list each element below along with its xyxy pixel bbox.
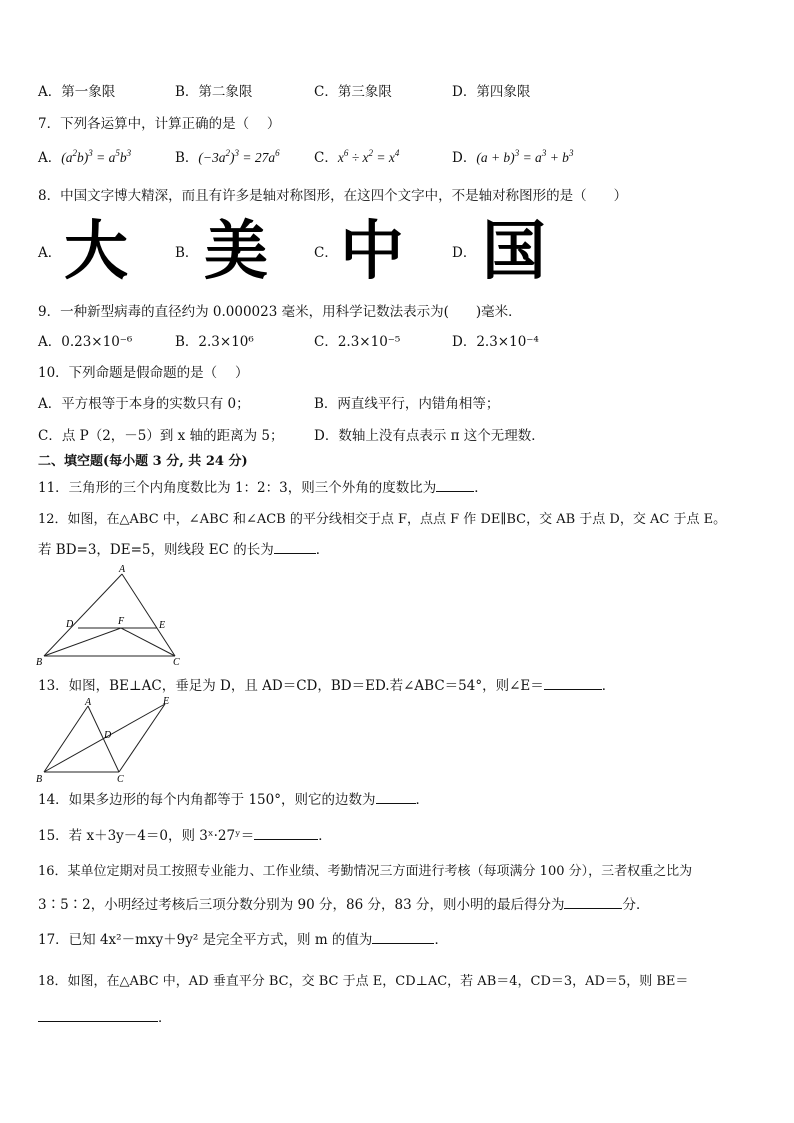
- q12-answer-blank: [274, 553, 316, 554]
- q11-answer-blank: [436, 491, 474, 492]
- fig13-label-a: A: [85, 697, 92, 708]
- fig13-label-c: C: [117, 774, 124, 785]
- fig12-label-a: A: [119, 564, 126, 575]
- q9-option-b: B．2.3×10⁶: [175, 334, 254, 350]
- q6-option-c: C．第三象限: [314, 84, 392, 100]
- fig13-label-e: E: [163, 696, 170, 707]
- q13-period: ．: [601, 678, 616, 694]
- fig12-bisector-bf: [44, 628, 121, 656]
- fig13-segment-ab: [44, 706, 88, 772]
- q11-text: 11．三角形的三个内角度数比为 1：2：3，则三个外角的度数比为: [38, 480, 437, 496]
- q8-option-c-label: C．: [314, 245, 338, 261]
- figure-q13-diagram: [30, 696, 180, 788]
- section-heading: 二、填空题(每小题 3 分, 共 24 分): [38, 454, 248, 469]
- fig12-side-ac: [122, 574, 175, 656]
- q8-stem: 8．中国文字博大精深，而且有许多是轴对称图形，在这四个文字中，不是轴对称图形的是（ ）: [38, 188, 628, 204]
- q9-option-a: A．0.23×10⁻⁶: [38, 334, 133, 350]
- q9-option-d: D．2.3×10⁻⁴: [452, 334, 539, 350]
- figure-q12-triangle: [30, 562, 190, 672]
- q7-option-b-formula: $(-3a^2)^3 = 27a^6$: [198, 148, 280, 165]
- q18-line2: [38, 1008, 172, 1028]
- q8-option-b-character: 美: [204, 215, 268, 289]
- q7-option-a-formula: $(a^2b)^3 = a^5b^3$: [61, 148, 132, 165]
- q15-period: ．: [318, 828, 332, 844]
- q7-option-d-label: D．: [452, 150, 477, 166]
- q15: [38, 826, 332, 846]
- q7-option-c: [314, 148, 399, 168]
- q7-option-d-formula: $(a + b)^3 = a^3 + b^3$: [476, 148, 574, 165]
- fig12-label-d: D: [66, 619, 74, 630]
- q16-answer-blank: [564, 908, 622, 909]
- q6-option-a: A．第一象限: [38, 84, 116, 100]
- q12-text: 若 BD=3，DE=5，则线段 EC 的长为: [38, 542, 274, 558]
- q16-line1: 16．某单位定期对员工按照专业能力、工作业绩、考勤情况三方面进行考核（每项满分 100 分），三者权重之比为: [38, 864, 693, 879]
- q14-answer-blank: [376, 803, 416, 804]
- q10-stem: 10．下列命题是假命题的是（ ）: [38, 365, 249, 381]
- q10-option-c: C．点 P（2，－5）到 x 轴的距离为 5；: [38, 428, 284, 444]
- q9-option-c: C．2.3×10⁻⁵: [314, 334, 401, 350]
- q18-text: 18．如图，在△ABC 中，AD 垂直平分 BC，交 BC 于点 E，CD⊥AC，若 AB＝4，CD＝3，AD＝5，则 BE＝: [38, 974, 689, 989]
- q18-answer-blank: [38, 1021, 158, 1022]
- fig12-label-e: E: [159, 620, 166, 631]
- fig12-side-ab: [44, 574, 122, 656]
- q11: [38, 478, 488, 498]
- q12-line2: [38, 540, 329, 560]
- q13-answer-blank: [544, 689, 602, 690]
- q17-answer-blank: [372, 943, 434, 944]
- q10-option-a: A．平方根等于本身的实数只有 0；: [38, 396, 250, 412]
- q8-option-d-character: 国: [482, 215, 546, 289]
- q16-unit: 分．: [622, 897, 650, 913]
- q8-option-d-label: D．: [452, 245, 477, 261]
- q13: [38, 676, 615, 696]
- q8-option-a-label: A．: [38, 245, 62, 261]
- fig13-segment-ce: [119, 704, 165, 772]
- q7-option-a-label: A．: [38, 150, 62, 166]
- q14-period: ．: [415, 792, 429, 808]
- q12-period: ．: [315, 542, 330, 558]
- q10-option-b: B．两直线平行，内错角相等；: [314, 396, 500, 412]
- q7-option-d: [452, 148, 573, 168]
- q14: [38, 790, 429, 810]
- q6-option-b: B．第二象限: [175, 84, 253, 100]
- q7-option-b-label: B．: [175, 150, 199, 166]
- q15-answer-blank: [254, 839, 318, 840]
- q7-option-b: [175, 148, 280, 168]
- q18-period: ．: [158, 1010, 172, 1026]
- q9-stem: 9．一种新型病毒的直径约为 0.000023 毫米，用科学记数法表示为( )毫米．: [38, 304, 522, 320]
- fig12-label-c: C: [173, 657, 180, 668]
- q8-option-b-label: B．: [175, 245, 199, 261]
- q10-option-d: D．数轴上没有点表示 π 这个无理数．: [314, 428, 545, 444]
- q14-text: 14．如果多边形的每个内角都等于 150°，则它的边数为: [38, 792, 376, 808]
- fig13-label-d: D: [104, 730, 112, 741]
- q8-option-c-character: 中: [340, 215, 404, 289]
- q13-text: 13．如图，BE⊥AC，垂足为 D，且 AD＝CD，BD＝ED.若∠ABC＝54°，则∠E＝: [38, 678, 544, 694]
- q7-option-c-label: C．: [314, 150, 338, 166]
- fig13-label-b: B: [36, 774, 43, 785]
- fig12-label-f: F: [118, 616, 125, 627]
- q17: [38, 930, 448, 950]
- q8-option-a-character: 大: [64, 215, 128, 289]
- q17-text: 17．已知 4x²－mxy＋9y² 是完全平方式，则 m 的值为: [38, 932, 373, 948]
- q6-option-d: D．第四象限: [452, 84, 531, 100]
- q11-period: ．: [474, 480, 488, 496]
- q7-option-c-formula: $x^6 \div x^2 = x^4$: [337, 148, 400, 165]
- q16-text: 3∶5∶2，小明经过考核后三项分数分别为 90 分，86 分，83 分，则小明的最后得分为: [38, 897, 565, 913]
- q15-text: 15．若 x＋3y－4＝0，则 3ˣ·27ʸ＝: [38, 828, 255, 844]
- fig12-label-b: B: [36, 657, 43, 668]
- q7-stem: 7．下列各运算中，计算正确的是（ ）: [38, 116, 281, 132]
- q16-line2: [38, 895, 649, 915]
- q7-option-a: [38, 148, 131, 168]
- q12-line1: 12．如图，在△ABC 中，∠ABC 和∠ACB 的平分线相交于点 F，点点 F 作 DE∥BC，交 AB 于点 D，交 AC 于点 E。: [38, 512, 727, 527]
- q17-period: ．: [434, 932, 448, 948]
- fig12-bisector-cf: [121, 628, 175, 656]
